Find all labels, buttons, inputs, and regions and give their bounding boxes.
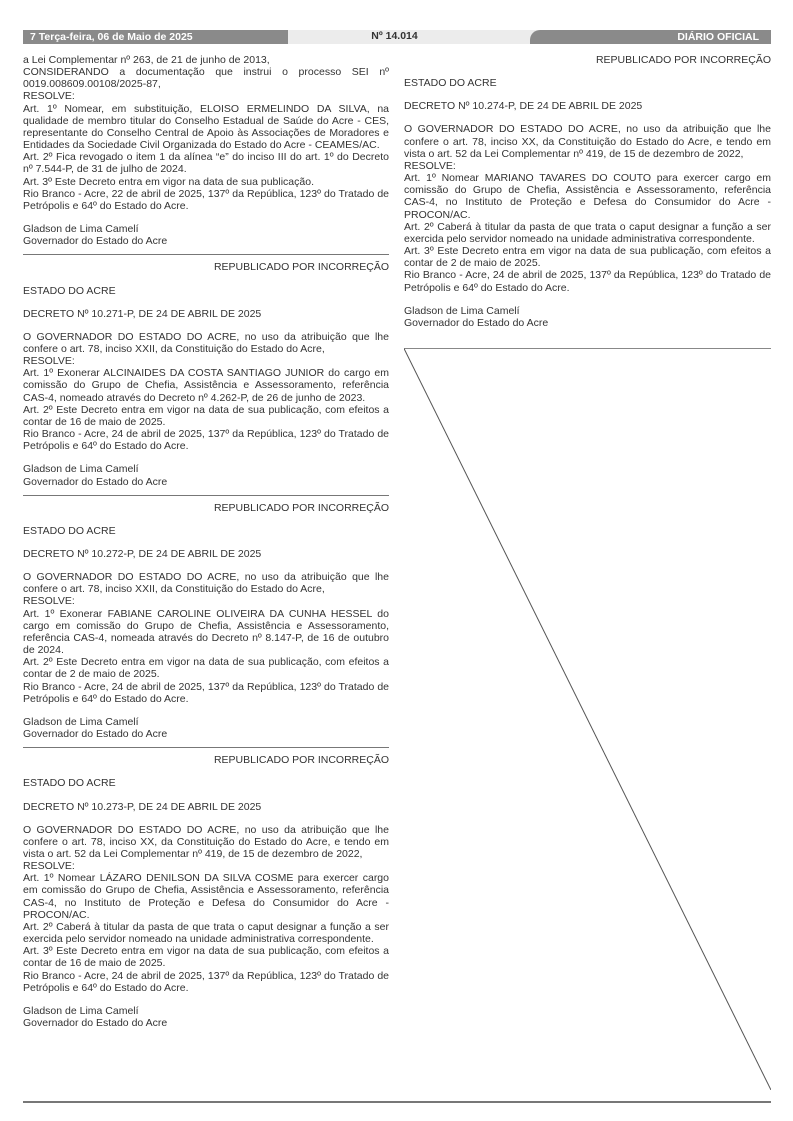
header-page-date: 7 Terça-feira, 06 de Maio de 2025: [30, 31, 193, 43]
state-heading: ESTADO DO ACRE: [23, 524, 116, 537]
blank-space-diagonal: [404, 348, 771, 1090]
signature-name: Gladson de Lima Camelí: [23, 463, 139, 476]
decree-preamble: O GOVERNADOR DO ESTADO DO ACRE, no uso da atribuição que lhe confere o art. 78, inciso XX, da Constituição do Estado do Acre, e tendo em vista o art. 52 da Lei Complementar nº 419, de 15 de dezembro de 2022,: [23, 823, 389, 860]
decree-article: Art. 1º Nomear MARIANO TAVARES DO COUTO para exercer cargo em comissão do Grupo de Chefia, Assistência e Assessoramento, referência CAS-4, no Instituto de Proteção e Defesa do Consumidor do Acre - PROCON/AC.: [404, 172, 771, 221]
decree-10271: [23, 261, 389, 487]
decree-10272: [23, 502, 389, 741]
decree-article: Art. 2º Este Decreto entra em vigor na data de sua publicação, com efeitos a contar de 2 de maio de 2025.: [23, 656, 389, 681]
decree-closing: Rio Branco - Acre, 24 de abril de 2025, 137º da República, 123º do Tratado de Petrópolis e 64º do Estado do Acre.: [23, 680, 389, 705]
decree-closing: Rio Branco - Acre, 24 de abril de 2025, 137º da República, 123º do Tratado de Petrópolis e 64º do Estado do Acre.: [404, 269, 771, 294]
signature-name: Gladson de Lima Camelí: [23, 223, 139, 236]
decree-line: CONSIDERANDO a documentação que instrui o processo SEI nº 0019.008609.00108/2025-87,: [23, 66, 389, 91]
signature-name: Gladson de Lima Camelí: [23, 715, 139, 728]
signature-title: Governador do Estado do Acre: [404, 316, 549, 329]
decree-article: Art. 1º Exonerar FABIANE CAROLINE OLIVEIRA DA CUNHA HESSEL do cargo em comissão do Grupo de Chefia, Assistência e Assessoramento, referência CAS-4, nomeada através do Decreto nº 8.147-P, de 16 de outubro de 2024.: [23, 607, 389, 657]
republished-notice: REPUBLICADO POR INCORREÇÃO: [213, 754, 389, 767]
decree-closing: Rio Branco - Acre, 24 de abril de 2025, 137º da República, 123º do Tratado de Petrópolis e 64º do Estado do Acre.: [23, 969, 389, 994]
decree-article: Art. 3º Este Decreto entra em vigor na data de sua publicação, com efeitos a contar de 2 de maio de 2025.: [404, 245, 771, 270]
decree-article: Art. 2º Caberá à titular da pasta de que trata o caput designar a função a ser exercida pelo servidor nomeado na unidade administrativa correspondente.: [23, 920, 389, 946]
decree-title: DECRETO Nº 10.272-P, DE 24 DE ABRIL DE 2025: [23, 548, 262, 560]
decree-article: Art. 2º Fica revogado o item 1 da alínea “e” do inciso III do art. 1º do Decreto nº 7.544-P, de 31 de julho de 2024.: [23, 151, 389, 176]
header-edition-number: Nº 14.014: [371, 30, 418, 42]
decree-closing: Rio Branco - Acre, 22 de abril de 2025, 137º da República, 123º do Tratado de Petrópolis e 64º do Estado do Acre.: [23, 187, 389, 212]
decree-10273: [23, 754, 389, 1029]
signature-title: Governador do Estado do Acre: [23, 728, 168, 741]
decree-article: Art. 1º Nomear, em substituição, ELOISO ERMELINDO DA SILVA, na qualidade de membro titular do Conselho Estadual de Saúde do Acre - CES, representante do Conselho Central de Apoio às Associações de Moradores e Entidades da Sociedade Civil Organizada do Estado do Acre - CEAMES/AC.: [23, 102, 389, 152]
signature-title: Governador do Estado do Acre: [23, 1017, 168, 1029]
state-heading: ESTADO DO ACRE: [23, 777, 116, 790]
signature-title: Governador do Estado do Acre: [23, 235, 168, 248]
decree-line: RESOLVE:: [23, 90, 75, 103]
decree-article: Art. 2º Caberá à titular da pasta de que trata o caput designar a função a ser exercida pelo servidor nomeado na unidade administrativa correspondente.: [404, 220, 771, 245]
right-column: [404, 54, 771, 329]
decree-line: RESOLVE:: [23, 355, 75, 368]
decree-continued: [23, 54, 389, 247]
decree-article: Art. 3º Este Decreto entra em vigor na data de sua publicação, com efeitos a contar de 16 de maio de 2025.: [23, 945, 389, 970]
republished-notice: REPUBLICADO POR INCORREÇÃO: [595, 54, 771, 66]
section-divider: [23, 495, 389, 496]
decree-article: Art. 3º Este Decreto entra em vigor na data de sua publicação.: [23, 175, 314, 188]
decree-line: RESOLVE:: [23, 860, 75, 873]
signature-title: Governador do Estado do Acre: [23, 475, 168, 488]
signature-name: Gladson de Lima Camelí: [404, 304, 520, 317]
state-heading: ESTADO DO ACRE: [404, 77, 497, 90]
decree-preamble: O GOVERNADOR DO ESTADO DO ACRE, no uso da atribuição que lhe confere o art. 78, inciso XX, da Constituição do Estado do Acre, e tendo em vista o art. 52 da Lei Complementar nº 419, de 15 de dezembro de 2022,: [404, 123, 771, 160]
section-divider: [23, 254, 389, 255]
signature-name: Gladson de Lima Camelí: [23, 1004, 139, 1017]
decree-preamble: O GOVERNADOR DO ESTADO DO ACRE, no uso da atribuição que lhe confere o art. 78, inciso XXII, da Constituição do Estado do Acre,: [23, 330, 389, 355]
decree-10274: [404, 54, 771, 329]
decree-title: DECRETO Nº 10.273-P, DE 24 DE ABRIL DE 2025: [23, 800, 262, 813]
decree-preamble: O GOVERNADOR DO ESTADO DO ACRE, no uso da atribuição que lhe confere o art. 78, inciso XXII, da Constituição do Estado do Acre,: [23, 571, 389, 596]
page-bottom-rule: [23, 1101, 771, 1103]
decree-article: Art. 1º Nomear LÁZARO DENILSON DA SILVA COSME para exercer cargo em comissão do Grupo de Chefia, Assistência e Assessoramento, referência CAS-4, no Instituto de Proteção e Defesa do Consumidor do Acre - PROCON/AC.: [23, 872, 389, 921]
section-divider: [23, 747, 389, 748]
decree-title: DECRETO Nº 10.274-P, DE 24 DE ABRIL DE 2025: [404, 100, 643, 113]
state-heading: ESTADO DO ACRE: [23, 284, 116, 297]
decree-line: RESOLVE:: [404, 159, 456, 172]
republished-notice: REPUBLICADO POR INCORREÇÃO: [213, 261, 389, 274]
decree-article: Art. 2º Este Decreto entra em vigor na data de sua publicação, com efeitos a contar de 16 de maio de 2025.: [23, 403, 389, 428]
republished-notice: REPUBLICADO POR INCORREÇÃO: [213, 501, 389, 514]
decree-article: Art. 1º Exonerar ALCINAIDES DA COSTA SANTIAGO JUNIOR do cargo em comissão do Grupo de Chefia, Assistência e Assessoramento, referência CAS-4, nomeado através do Decreto nº 4.262-P, de 26 de junho de 2023.: [23, 367, 389, 404]
decree-line: a Lei Complementar nº 263, de 21 de junho de 2013,: [23, 54, 270, 66]
header-journal-title: DIÁRIO OFICIAL: [677, 31, 759, 43]
decree-closing: Rio Branco - Acre, 24 de abril de 2025, 137º da República, 123º do Tratado de Petrópolis e 64º do Estado do Acre.: [23, 428, 389, 453]
page-header: [23, 30, 771, 44]
decree-line: RESOLVE:: [23, 595, 75, 608]
decree-title: DECRETO Nº 10.271-P, DE 24 DE ABRIL DE 2025: [23, 307, 262, 320]
left-column: [23, 54, 389, 1029]
